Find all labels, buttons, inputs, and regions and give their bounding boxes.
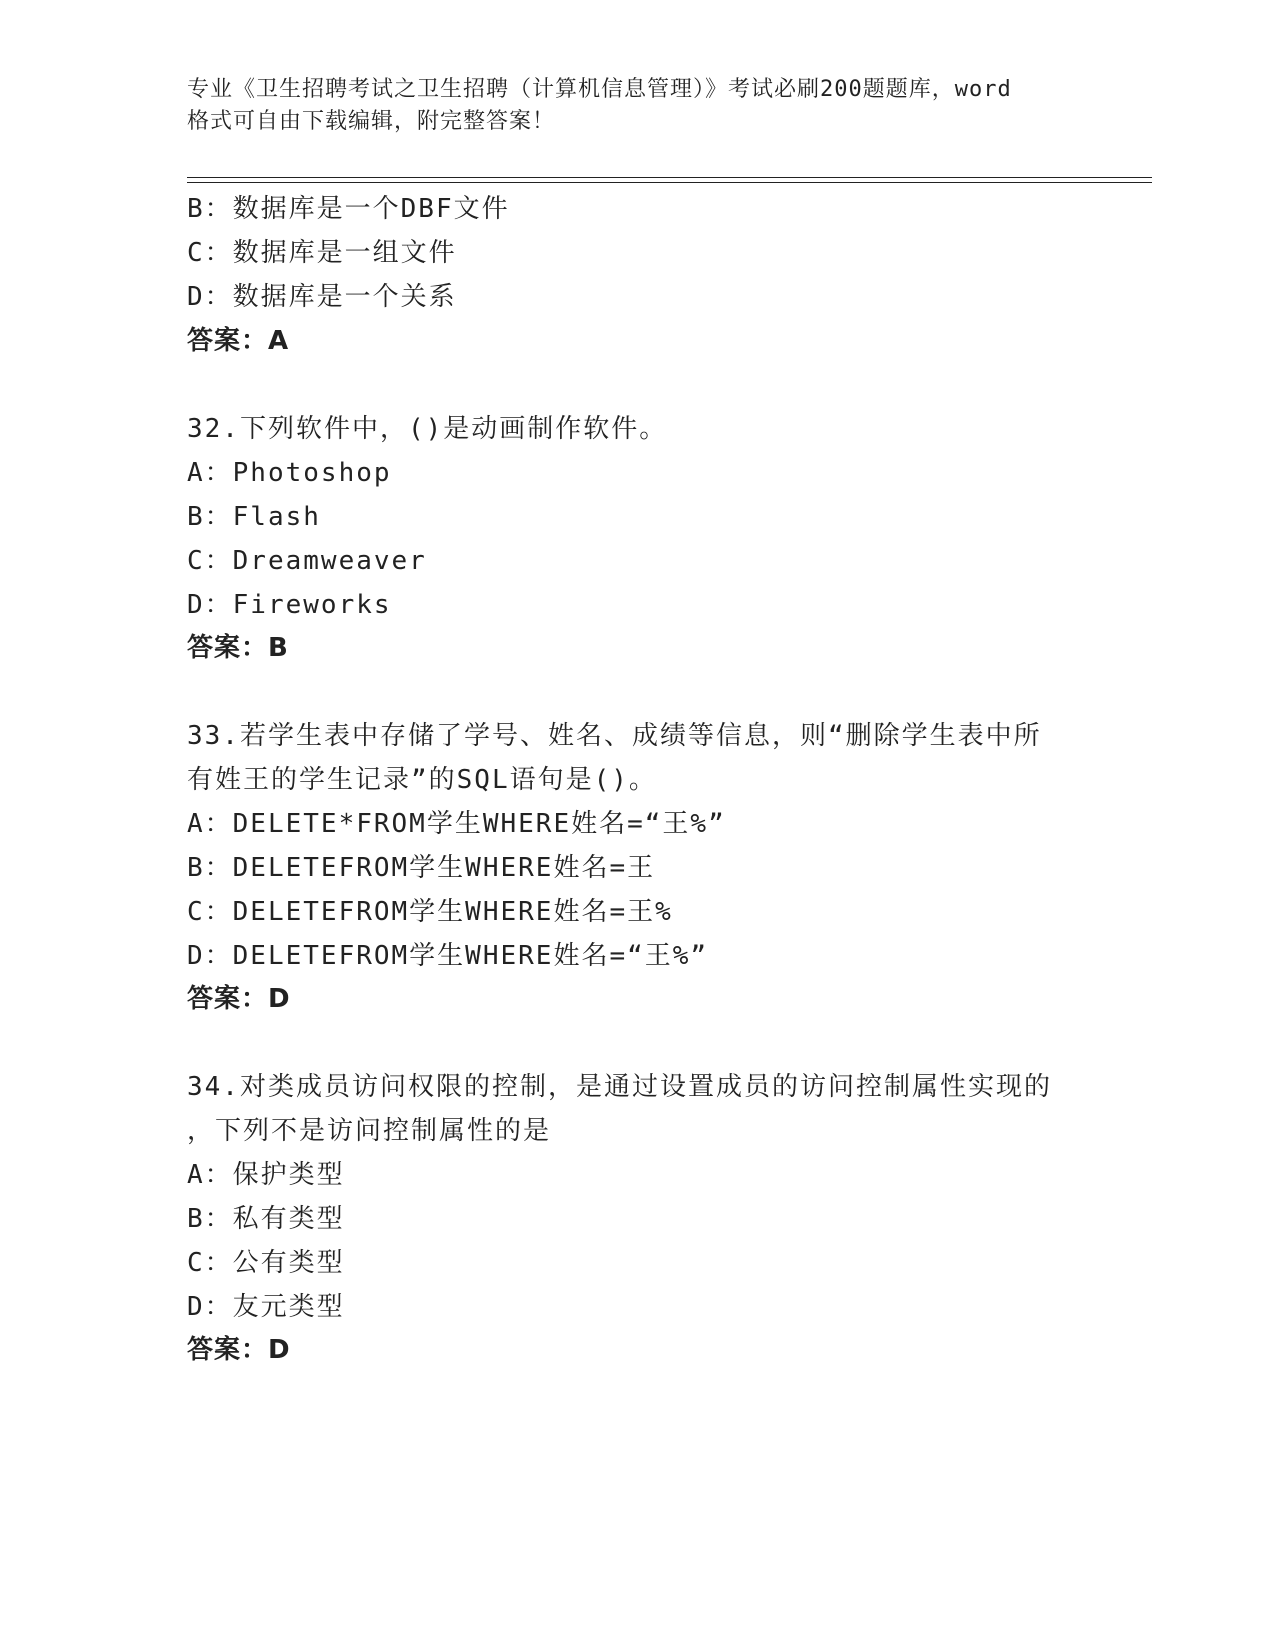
q33-option-a: A：DELETE*FROM学生WHERE姓名=“王%”: [187, 809, 726, 839]
q34-option-a: A：保护类型: [187, 1160, 345, 1190]
q32-answer: 答案：B: [187, 633, 289, 663]
q34-stem-line-2: ，下列不是访问控制属性的是: [187, 1116, 552, 1146]
q34-option-c: C：公有类型: [187, 1248, 345, 1278]
header-divider-bottom: [187, 182, 1152, 183]
q33-stem-line-2: 有姓王的学生记录”的SQL语句是()。: [187, 765, 657, 795]
q32-option-c: C：Dreamweaver: [187, 546, 427, 576]
header-divider-top: [187, 177, 1152, 178]
q32-option-b: B：Flash: [187, 502, 321, 532]
q34-option-b: B：私有类型: [187, 1204, 345, 1234]
q31-answer: 答案：A: [187, 326, 290, 356]
q32-option-a: A：Photoshop: [187, 458, 392, 488]
q33-option-c: C：DELETEFROM学生WHERE姓名=王%: [187, 897, 673, 927]
q34-option-d: D：友元类型: [187, 1292, 345, 1322]
q31-option-b: B：数据库是一个DBF文件: [187, 194, 510, 224]
q34-stem-line-1: 34.对类成员访问权限的控制，是通过设置成员的访问控制属性实现的: [187, 1072, 1052, 1102]
q31-option-c: C：数据库是一组文件: [187, 238, 457, 268]
header-line-1: 专业《卫生招聘考试之卫生招聘（计算机信息管理）》考试必刷200题题库，word: [187, 77, 1012, 102]
q33-answer: 答案：D: [187, 984, 291, 1014]
q34-answer: 答案：D: [187, 1335, 291, 1365]
document-header: [187, 74, 1087, 138]
q33-option-b: B：DELETEFROM学生WHERE姓名=王: [187, 853, 656, 883]
q32-option-d: D：Fireworks: [187, 590, 392, 620]
q33-stem-line-1: 33.若学生表中存储了学号、姓名、成绩等信息，则“删除学生表中所: [187, 721, 1042, 751]
q31-option-d: D：数据库是一个关系: [187, 282, 457, 312]
q32-stem: 32.下列软件中，()是动画制作软件。: [187, 414, 668, 444]
header-line-2: 格式可自由下载编辑，附完整答案！: [187, 109, 556, 134]
q33-option-d: D：DELETEFROM学生WHERE姓名=“王%”: [187, 941, 709, 971]
